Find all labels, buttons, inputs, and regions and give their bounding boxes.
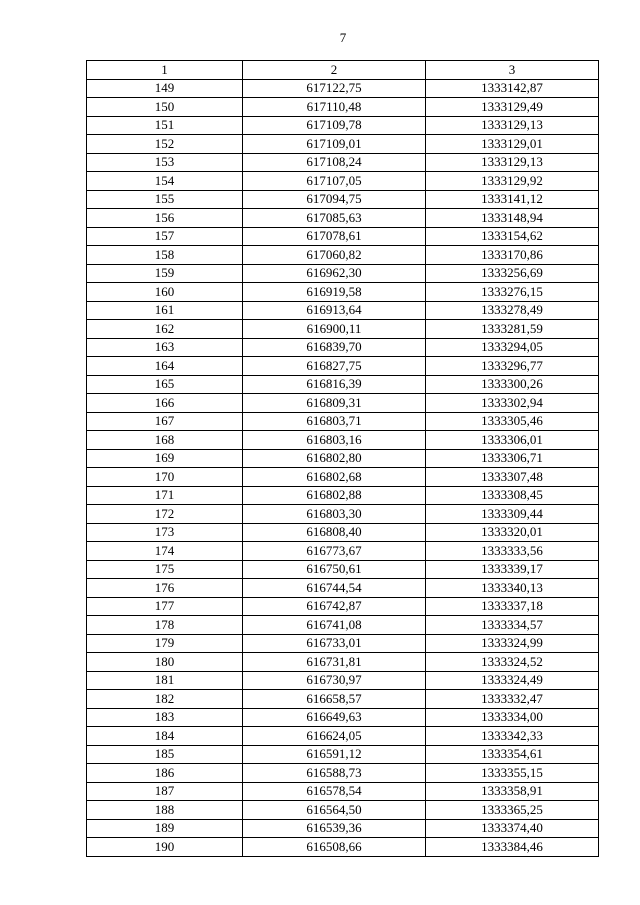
table-row bbox=[87, 708, 599, 727]
point-number-cell: 185 bbox=[87, 745, 243, 764]
y-coordinate-cell: 1333384,46 bbox=[426, 838, 599, 857]
table-row bbox=[87, 320, 599, 339]
x-coordinate-cell: 617109,78 bbox=[243, 116, 426, 135]
y-coordinate-cell: 1333296,77 bbox=[426, 357, 599, 376]
x-coordinate-cell: 616733,01 bbox=[243, 634, 426, 653]
y-coordinate-cell: 1333129,13 bbox=[426, 116, 599, 135]
x-coordinate-cell: 617109,01 bbox=[243, 135, 426, 154]
x-coordinate-cell: 616827,75 bbox=[243, 357, 426, 376]
point-number-cell: 154 bbox=[87, 172, 243, 191]
table-row bbox=[87, 745, 599, 764]
point-number-cell: 173 bbox=[87, 523, 243, 542]
y-coordinate-cell: 1333129,49 bbox=[426, 98, 599, 117]
x-coordinate-cell: 617060,82 bbox=[243, 246, 426, 265]
x-coordinate-cell: 616803,71 bbox=[243, 412, 426, 431]
table-row bbox=[87, 579, 599, 598]
y-coordinate-cell: 1333154,62 bbox=[426, 227, 599, 246]
y-coordinate-cell: 1333141,12 bbox=[426, 190, 599, 209]
y-coordinate-cell: 1333170,86 bbox=[426, 246, 599, 265]
table-row bbox=[87, 172, 599, 191]
y-coordinate-cell: 1333354,61 bbox=[426, 745, 599, 764]
point-number-cell: 168 bbox=[87, 431, 243, 450]
y-coordinate-cell: 1333320,01 bbox=[426, 523, 599, 542]
x-coordinate-cell: 617078,61 bbox=[243, 227, 426, 246]
point-number-cell: 174 bbox=[87, 542, 243, 561]
table-row bbox=[87, 301, 599, 320]
x-coordinate-cell: 616802,80 bbox=[243, 449, 426, 468]
point-number-cell: 159 bbox=[87, 264, 243, 283]
table-row bbox=[87, 801, 599, 820]
point-number-cell: 184 bbox=[87, 727, 243, 746]
y-coordinate-cell: 1333276,15 bbox=[426, 283, 599, 302]
y-coordinate-cell: 1333278,49 bbox=[426, 301, 599, 320]
table-row bbox=[87, 690, 599, 709]
x-coordinate-cell: 616539,36 bbox=[243, 819, 426, 838]
point-number-cell: 186 bbox=[87, 764, 243, 783]
table-row bbox=[87, 542, 599, 561]
x-coordinate-cell: 616809,31 bbox=[243, 394, 426, 413]
column-header-3: 3 bbox=[426, 61, 599, 80]
x-coordinate-cell: 616508,66 bbox=[243, 838, 426, 857]
y-coordinate-cell: 1333340,13 bbox=[426, 579, 599, 598]
coordinates-table bbox=[86, 60, 599, 857]
table-row bbox=[87, 838, 599, 857]
column-header-2: 2 bbox=[243, 61, 426, 80]
point-number-cell: 187 bbox=[87, 782, 243, 801]
table-row bbox=[87, 283, 599, 302]
table-row bbox=[87, 375, 599, 394]
x-coordinate-cell: 617085,63 bbox=[243, 209, 426, 228]
point-number-cell: 182 bbox=[87, 690, 243, 709]
x-coordinate-cell: 616750,61 bbox=[243, 560, 426, 579]
x-coordinate-cell: 616839,70 bbox=[243, 338, 426, 357]
table-row bbox=[87, 616, 599, 635]
table-row bbox=[87, 505, 599, 524]
point-number-cell: 183 bbox=[87, 708, 243, 727]
y-coordinate-cell: 1333308,45 bbox=[426, 486, 599, 505]
table-row bbox=[87, 560, 599, 579]
x-coordinate-cell: 616913,64 bbox=[243, 301, 426, 320]
point-number-cell: 177 bbox=[87, 597, 243, 616]
table-row bbox=[87, 246, 599, 265]
point-number-cell: 190 bbox=[87, 838, 243, 857]
point-number-cell: 171 bbox=[87, 486, 243, 505]
x-coordinate-cell: 617107,05 bbox=[243, 172, 426, 191]
point-number-cell: 189 bbox=[87, 819, 243, 838]
x-coordinate-cell: 616564,50 bbox=[243, 801, 426, 820]
table-row bbox=[87, 79, 599, 98]
y-coordinate-cell: 1333334,00 bbox=[426, 708, 599, 727]
x-coordinate-cell: 616802,88 bbox=[243, 486, 426, 505]
point-number-cell: 170 bbox=[87, 468, 243, 487]
x-coordinate-cell: 616803,30 bbox=[243, 505, 426, 524]
x-coordinate-cell: 616803,16 bbox=[243, 431, 426, 450]
point-number-cell: 165 bbox=[87, 375, 243, 394]
y-coordinate-cell: 1333324,49 bbox=[426, 671, 599, 690]
table-row bbox=[87, 597, 599, 616]
y-coordinate-cell: 1333306,71 bbox=[426, 449, 599, 468]
table-row bbox=[87, 338, 599, 357]
point-number-cell: 152 bbox=[87, 135, 243, 154]
x-coordinate-cell: 616591,12 bbox=[243, 745, 426, 764]
x-coordinate-cell: 617110,48 bbox=[243, 98, 426, 117]
table-row bbox=[87, 523, 599, 542]
x-coordinate-cell: 616658,57 bbox=[243, 690, 426, 709]
point-number-cell: 156 bbox=[87, 209, 243, 228]
table-row bbox=[87, 468, 599, 487]
point-number-cell: 176 bbox=[87, 579, 243, 598]
table-header-row bbox=[87, 61, 599, 80]
x-coordinate-cell: 616816,39 bbox=[243, 375, 426, 394]
point-number-cell: 157 bbox=[87, 227, 243, 246]
y-coordinate-cell: 1333324,52 bbox=[426, 653, 599, 672]
x-coordinate-cell: 616919,58 bbox=[243, 283, 426, 302]
table-row bbox=[87, 819, 599, 838]
table-row bbox=[87, 653, 599, 672]
x-coordinate-cell: 616744,54 bbox=[243, 579, 426, 598]
x-coordinate-cell: 616588,73 bbox=[243, 764, 426, 783]
point-number-cell: 164 bbox=[87, 357, 243, 376]
y-coordinate-cell: 1333374,40 bbox=[426, 819, 599, 838]
table-row bbox=[87, 209, 599, 228]
point-number-cell: 163 bbox=[87, 338, 243, 357]
table-row bbox=[87, 764, 599, 783]
y-coordinate-cell: 1333302,94 bbox=[426, 394, 599, 413]
table-row bbox=[87, 634, 599, 653]
x-coordinate-cell: 616802,68 bbox=[243, 468, 426, 487]
x-coordinate-cell: 616731,81 bbox=[243, 653, 426, 672]
point-number-cell: 153 bbox=[87, 153, 243, 172]
y-coordinate-cell: 1333307,48 bbox=[426, 468, 599, 487]
y-coordinate-cell: 1333358,91 bbox=[426, 782, 599, 801]
point-number-cell: 151 bbox=[87, 116, 243, 135]
y-coordinate-cell: 1333129,92 bbox=[426, 172, 599, 191]
table-row bbox=[87, 486, 599, 505]
table-row bbox=[87, 727, 599, 746]
table-row bbox=[87, 135, 599, 154]
y-coordinate-cell: 1333142,87 bbox=[426, 79, 599, 98]
y-coordinate-cell: 1333256,69 bbox=[426, 264, 599, 283]
table-row bbox=[87, 357, 599, 376]
y-coordinate-cell: 1333305,46 bbox=[426, 412, 599, 431]
x-coordinate-cell: 617108,24 bbox=[243, 153, 426, 172]
table-body bbox=[87, 79, 599, 856]
point-number-cell: 162 bbox=[87, 320, 243, 339]
x-coordinate-cell: 616773,67 bbox=[243, 542, 426, 561]
point-number-cell: 150 bbox=[87, 98, 243, 117]
y-coordinate-cell: 1333324,99 bbox=[426, 634, 599, 653]
y-coordinate-cell: 1333337,18 bbox=[426, 597, 599, 616]
table-row bbox=[87, 264, 599, 283]
point-number-cell: 158 bbox=[87, 246, 243, 265]
y-coordinate-cell: 1333281,59 bbox=[426, 320, 599, 339]
point-number-cell: 167 bbox=[87, 412, 243, 431]
point-number-cell: 161 bbox=[87, 301, 243, 320]
x-coordinate-cell: 617094,75 bbox=[243, 190, 426, 209]
x-coordinate-cell: 616730,97 bbox=[243, 671, 426, 690]
point-number-cell: 172 bbox=[87, 505, 243, 524]
point-number-cell: 166 bbox=[87, 394, 243, 413]
x-coordinate-cell: 616741,08 bbox=[243, 616, 426, 635]
y-coordinate-cell: 1333309,44 bbox=[426, 505, 599, 524]
point-number-cell: 179 bbox=[87, 634, 243, 653]
table-row bbox=[87, 671, 599, 690]
table-row bbox=[87, 227, 599, 246]
point-number-cell: 160 bbox=[87, 283, 243, 302]
y-coordinate-cell: 1333334,57 bbox=[426, 616, 599, 635]
point-number-cell: 175 bbox=[87, 560, 243, 579]
table-row bbox=[87, 190, 599, 209]
table-row bbox=[87, 153, 599, 172]
y-coordinate-cell: 1333148,94 bbox=[426, 209, 599, 228]
point-number-cell: 181 bbox=[87, 671, 243, 690]
column-header-1: 1 bbox=[87, 61, 243, 80]
point-number-cell: 188 bbox=[87, 801, 243, 820]
point-number-cell: 180 bbox=[87, 653, 243, 672]
y-coordinate-cell: 1333129,01 bbox=[426, 135, 599, 154]
x-coordinate-cell: 616624,05 bbox=[243, 727, 426, 746]
table-row bbox=[87, 116, 599, 135]
point-number-cell: 178 bbox=[87, 616, 243, 635]
y-coordinate-cell: 1333294,05 bbox=[426, 338, 599, 357]
y-coordinate-cell: 1333306,01 bbox=[426, 431, 599, 450]
point-number-cell: 155 bbox=[87, 190, 243, 209]
table-row bbox=[87, 782, 599, 801]
y-coordinate-cell: 1333355,15 bbox=[426, 764, 599, 783]
point-number-cell: 149 bbox=[87, 79, 243, 98]
table-row bbox=[87, 449, 599, 468]
x-coordinate-cell: 616808,40 bbox=[243, 523, 426, 542]
y-coordinate-cell: 1333333,56 bbox=[426, 542, 599, 561]
y-coordinate-cell: 1333129,13 bbox=[426, 153, 599, 172]
x-coordinate-cell: 617122,75 bbox=[243, 79, 426, 98]
x-coordinate-cell: 616578,54 bbox=[243, 782, 426, 801]
table-row bbox=[87, 431, 599, 450]
y-coordinate-cell: 1333365,25 bbox=[426, 801, 599, 820]
y-coordinate-cell: 1333300,26 bbox=[426, 375, 599, 394]
x-coordinate-cell: 616649,63 bbox=[243, 708, 426, 727]
x-coordinate-cell: 616742,87 bbox=[243, 597, 426, 616]
x-coordinate-cell: 616900,11 bbox=[243, 320, 426, 339]
page-number: 7 bbox=[339, 30, 347, 45]
y-coordinate-cell: 1333342,33 bbox=[426, 727, 599, 746]
table-row bbox=[87, 98, 599, 117]
y-coordinate-cell: 1333332,47 bbox=[426, 690, 599, 709]
table-row bbox=[87, 412, 599, 431]
x-coordinate-cell: 616962,30 bbox=[243, 264, 426, 283]
table-row bbox=[87, 394, 599, 413]
point-number-cell: 169 bbox=[87, 449, 243, 468]
y-coordinate-cell: 1333339,17 bbox=[426, 560, 599, 579]
